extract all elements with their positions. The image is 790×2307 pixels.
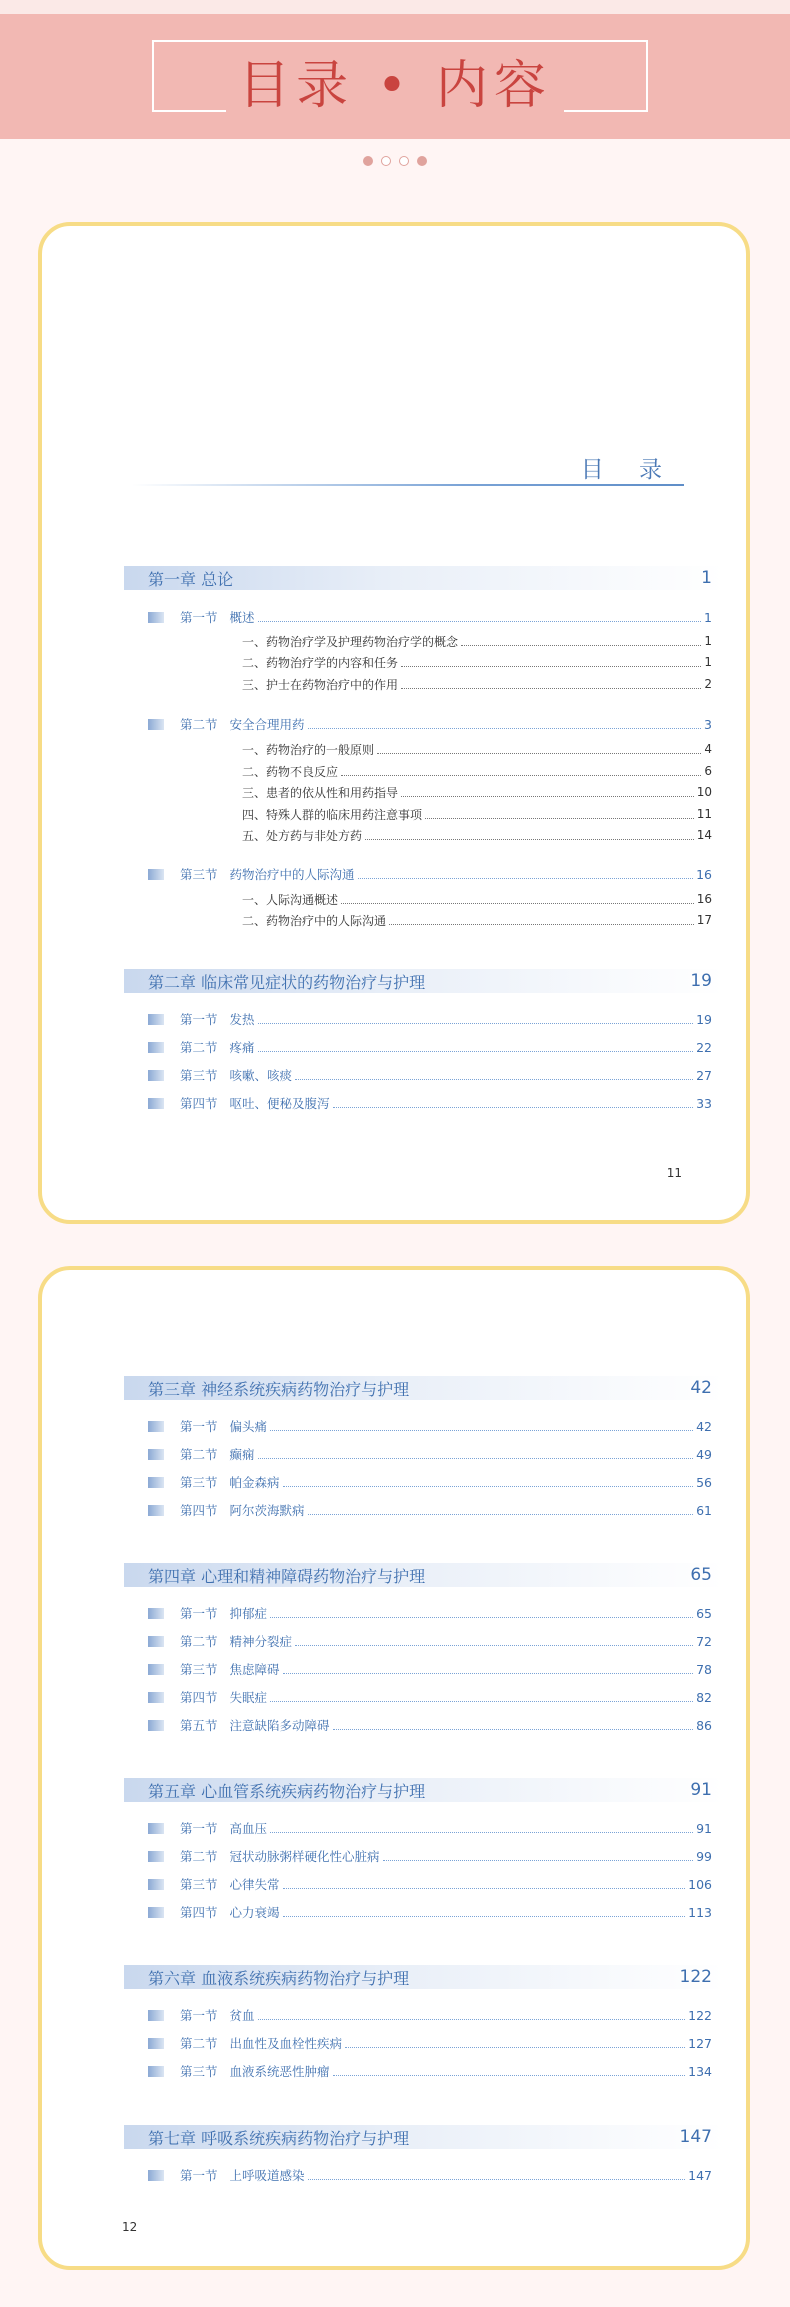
dot-leader: [401, 788, 694, 797]
dot-leader: [401, 680, 701, 689]
section-marker-icon: [148, 719, 164, 730]
section-number: 第一节: [180, 610, 218, 625]
section-marker-icon: [148, 2010, 164, 2021]
section-page: 42: [696, 1418, 712, 1434]
section-marker-icon: [148, 1421, 164, 1432]
item-row[interactable]: [242, 741, 712, 757]
section-marker-icon: [148, 1477, 164, 1488]
section-page: 99: [696, 1848, 712, 1864]
section-row[interactable]: [148, 1848, 712, 1864]
section-title: 药物治疗中的人际沟通: [229, 867, 355, 882]
chapter-label: 第一章 总论: [148, 569, 234, 589]
section-page: 127: [688, 2035, 712, 2051]
section-page: 49: [696, 1446, 712, 1462]
section-page: 22: [696, 1039, 712, 1055]
item-row[interactable]: [242, 827, 712, 843]
toc-heading: 目 录: [580, 457, 676, 483]
section-number: 第一节: [180, 2168, 218, 2183]
section-title: 发热: [229, 1012, 255, 1027]
dot-leader: [333, 2067, 686, 2076]
pager-dot[interactable]: [417, 156, 427, 166]
section-number: 第一节: [180, 1821, 218, 1836]
page-number: 12: [122, 2220, 138, 2234]
section-marker-icon: [148, 1720, 164, 1731]
section-page: 106: [688, 1876, 712, 1892]
section-number: 第五节: [180, 1718, 218, 1733]
section-row[interactable]: [148, 866, 712, 882]
dot-leader: [270, 1693, 693, 1702]
section-marker-icon: [148, 1505, 164, 1516]
dot-leader: [341, 895, 694, 904]
item-title: 二、药物治疗中的人际沟通: [242, 913, 387, 928]
section-number: 第四节: [180, 1096, 218, 1111]
section-marker-icon: [148, 2038, 164, 2049]
dot-leader: [401, 658, 701, 667]
section-title: 贫血: [229, 2008, 255, 2023]
section-title: 上呼吸道感染: [229, 2168, 305, 2183]
item-title: 一、人际沟通概述: [242, 892, 339, 907]
heading-divider: [132, 484, 684, 486]
section-row[interactable]: [148, 2035, 712, 2051]
item-row[interactable]: [242, 763, 712, 779]
dot-leader: [258, 1450, 694, 1459]
chapter-label: 第六章 血液系统疾病药物治疗与护理: [148, 1968, 410, 1988]
section-marker-icon: [148, 1851, 164, 1862]
section-title: 阿尔茨海默病: [229, 1503, 305, 1518]
section-row[interactable]: [148, 1011, 712, 1027]
item-page: 6: [704, 764, 712, 778]
dot-leader: [333, 1721, 694, 1730]
page-number: 11: [666, 1166, 682, 1180]
section-row[interactable]: [148, 1605, 712, 1621]
section-page: 134: [688, 2063, 712, 2079]
chapter-label: 第五章 心血管系统疾病药物治疗与护理: [148, 1781, 426, 1801]
chapter-page: 122: [679, 1967, 712, 1987]
section-title: 注意缺陷多动障碍: [229, 1718, 330, 1733]
chapter-row[interactable]: [124, 1376, 724, 1400]
header-banner: [0, 14, 790, 139]
section-page: 1: [704, 609, 712, 625]
section-title: 安全合理用药: [229, 717, 305, 732]
section-title: 冠状动脉粥样硬化性心脏病: [229, 1849, 380, 1864]
section-marker-icon: [148, 1042, 164, 1053]
chapter-row[interactable]: [124, 1563, 724, 1587]
item-row[interactable]: [242, 654, 712, 670]
dot-leader: [425, 810, 694, 819]
chapter-label: 第二章 临床常见症状的药物治疗与护理: [148, 972, 426, 992]
section-page: 65: [696, 1605, 712, 1621]
item-title: 五、处方药与非处方药: [242, 828, 363, 843]
dot-leader: [308, 720, 702, 729]
dot-leader: [283, 1908, 686, 1917]
section-page: 86: [696, 1717, 712, 1733]
section-number: 第四节: [180, 1690, 218, 1705]
section-number: 第一节: [180, 1012, 218, 1027]
dot-leader: [308, 2171, 686, 2180]
chapter-row[interactable]: [124, 2125, 724, 2149]
section-marker-icon: [148, 612, 164, 623]
chapter-page: 42: [690, 1378, 712, 1398]
section-page: 113: [688, 1904, 712, 1920]
section-title: 焦虑障碍: [229, 1662, 280, 1677]
chapter-row[interactable]: [124, 1778, 724, 1802]
section-marker-icon: [148, 2066, 164, 2077]
toc-page-card-2: [38, 1266, 750, 2270]
item-page: 17: [696, 913, 712, 927]
banner-title: [0, 56, 790, 116]
chapter-row[interactable]: [124, 1965, 724, 1989]
section-marker-icon: [148, 1692, 164, 1703]
dot-leader: [295, 1071, 693, 1080]
section-marker-icon: [148, 1823, 164, 1834]
dot-leader: [270, 1824, 693, 1833]
section-number: 第一节: [180, 2008, 218, 2023]
pager-dot[interactable]: [399, 156, 409, 166]
item-page: 1: [704, 634, 712, 648]
section-row[interactable]: [148, 2007, 712, 2023]
dot-leader: [258, 1015, 694, 1024]
section-row[interactable]: [148, 1474, 712, 1490]
section-row[interactable]: [148, 1067, 712, 1083]
chapter-page: 19: [690, 971, 712, 991]
section-number: 第三节: [180, 2064, 218, 2079]
section-title: 偏头痛: [229, 1419, 268, 1434]
section-page: 122: [688, 2007, 712, 2023]
section-page: 72: [696, 1633, 712, 1649]
dot-leader: [258, 1043, 694, 1052]
item-page: 11: [696, 807, 712, 821]
section-number: 第三节: [180, 1877, 218, 1892]
section-page: 147: [688, 2167, 712, 2183]
dot-leader: [270, 1609, 693, 1618]
section-title: 癫痫: [229, 1447, 255, 1462]
section-number: 第二节: [180, 1634, 218, 1649]
section-marker-icon: [148, 2170, 164, 2181]
section-row[interactable]: [148, 2063, 712, 2079]
section-row[interactable]: [148, 1689, 712, 1705]
dot-leader: [308, 1506, 694, 1515]
section-number: 第二节: [180, 2036, 218, 2051]
top-strip: [0, 0, 790, 14]
section-number: 第四节: [180, 1905, 218, 1920]
item-title: 二、药物不良反应: [242, 764, 339, 779]
section-marker-icon: [148, 1636, 164, 1647]
dot-leader: [283, 1665, 694, 1674]
section-title: 帕金森病: [229, 1475, 280, 1490]
section-row[interactable]: [148, 1820, 712, 1836]
section-page: 78: [696, 1661, 712, 1677]
section-number: 第一节: [180, 1606, 218, 1621]
section-marker-icon: [148, 869, 164, 880]
section-marker-icon: [148, 1907, 164, 1918]
pager-dot[interactable]: [363, 156, 373, 166]
section-title: 疼痛: [229, 1040, 255, 1055]
section-title: 血液系统恶性肿瘤: [229, 2064, 330, 2079]
dot-leader: [333, 1099, 694, 1108]
toc-page-card-1: [38, 222, 750, 1224]
item-title: 一、药物治疗学及护理药物治疗学的概念: [242, 634, 459, 649]
dot-leader: [341, 767, 701, 776]
section-number: 第四节: [180, 1503, 218, 1518]
section-title: 心律失常: [229, 1877, 280, 1892]
section-number: 第三节: [180, 867, 218, 882]
section-number: 第三节: [180, 1662, 218, 1677]
section-title: 概述: [229, 610, 255, 625]
section-title: 出血性及血栓性疾病: [229, 2036, 343, 2051]
item-row[interactable]: [242, 676, 712, 692]
chapter-page: 147: [679, 2127, 712, 2147]
section-page: 61: [696, 1502, 712, 1518]
item-page: 2: [704, 677, 712, 691]
chapter-label: 第三章 神经系统疾病药物治疗与护理: [148, 1379, 410, 1399]
section-page: 16: [696, 866, 712, 882]
dot-leader: [258, 2011, 686, 2020]
dot-leader: [295, 1637, 693, 1646]
section-row[interactable]: [148, 1904, 712, 1920]
item-title: 四、特殊人群的临床用药注意事项: [242, 807, 423, 822]
section-marker-icon: [148, 1608, 164, 1619]
section-page: 56: [696, 1474, 712, 1490]
section-row[interactable]: [148, 1661, 712, 1677]
item-page: 16: [696, 892, 712, 906]
dot-leader: [461, 637, 701, 646]
section-row[interactable]: [148, 1717, 712, 1733]
item-title: 一、药物治疗的一般原则: [242, 742, 375, 757]
dot-leader: [283, 1478, 694, 1487]
dot-leader: [383, 1852, 694, 1861]
section-row[interactable]: [148, 2167, 712, 2183]
section-number: 第一节: [180, 1419, 218, 1434]
section-number: 第二节: [180, 1040, 218, 1055]
section-page: 27: [696, 1067, 712, 1083]
chapter-label: 第七章 呼吸系统疾病药物治疗与护理: [148, 2128, 410, 2148]
section-marker-icon: [148, 1070, 164, 1081]
section-page: 3: [704, 716, 712, 732]
item-page: 10: [696, 785, 712, 799]
section-title: 抑郁症: [229, 1606, 268, 1621]
item-page: 1: [704, 655, 712, 669]
dot-leader: [377, 745, 701, 754]
dot-leader: [345, 2039, 685, 2048]
section-page: 33: [696, 1095, 712, 1111]
pager-dots: [0, 156, 790, 166]
section-row[interactable]: [148, 609, 712, 625]
section-title: 失眠症: [229, 1690, 268, 1705]
section-page: 82: [696, 1689, 712, 1705]
section-number: 第二节: [180, 1849, 218, 1864]
dot-leader: [270, 1422, 693, 1431]
dot-leader: [283, 1880, 686, 1889]
chapter-page: 65: [690, 1565, 712, 1585]
dot-leader: [358, 870, 694, 879]
section-title: 高血压: [229, 1821, 268, 1836]
section-row[interactable]: [148, 1418, 712, 1434]
section-page: 19: [696, 1011, 712, 1027]
dot-leader: [258, 613, 702, 622]
item-page: 4: [704, 742, 712, 756]
section-marker-icon: [148, 1879, 164, 1890]
item-title: 三、护士在药物治疗中的作用: [242, 677, 399, 692]
item-title: 二、药物治疗学的内容和任务: [242, 655, 399, 670]
item-row[interactable]: [242, 633, 712, 649]
section-title: 精神分裂症: [229, 1634, 293, 1649]
chapter-row[interactable]: [124, 566, 724, 590]
section-number: 第二节: [180, 717, 218, 732]
section-title: 心力衰竭: [229, 1905, 280, 1920]
section-row[interactable]: [148, 716, 712, 732]
item-row[interactable]: [242, 912, 712, 928]
item-row[interactable]: [242, 784, 712, 800]
dot-leader: [389, 916, 694, 925]
chapter-page: 91: [690, 1780, 712, 1800]
item-page: 14: [696, 828, 712, 842]
dot-leader: [365, 831, 694, 840]
section-row[interactable]: [148, 1876, 712, 1892]
section-page: 91: [696, 1820, 712, 1836]
section-number: 第三节: [180, 1068, 218, 1083]
section-title: 呕吐、便秘及腹泻: [229, 1096, 330, 1111]
section-number: 第三节: [180, 1475, 218, 1490]
section-row[interactable]: [148, 1039, 712, 1055]
section-marker-icon: [148, 1664, 164, 1675]
section-row[interactable]: [148, 1633, 712, 1649]
section-number: 第二节: [180, 1447, 218, 1462]
chapter-page: 1: [701, 568, 712, 588]
section-row[interactable]: [148, 1502, 712, 1518]
chapter-label: 第四章 心理和精神障碍药物治疗与护理: [148, 1566, 426, 1586]
item-title: 三、患者的依从性和用药指导: [242, 785, 399, 800]
banner-title-text: 目录 • 内容: [226, 56, 564, 116]
section-marker-icon: [148, 1014, 164, 1025]
section-marker-icon: [148, 1449, 164, 1460]
item-row[interactable]: [242, 806, 712, 822]
chapter-row[interactable]: [124, 969, 724, 993]
item-row[interactable]: [242, 891, 712, 907]
pager-dot[interactable]: [381, 156, 391, 166]
section-title: 咳嗽、咳痰: [229, 1068, 293, 1083]
section-row[interactable]: [148, 1095, 712, 1111]
section-row[interactable]: [148, 1446, 712, 1462]
section-marker-icon: [148, 1098, 164, 1109]
